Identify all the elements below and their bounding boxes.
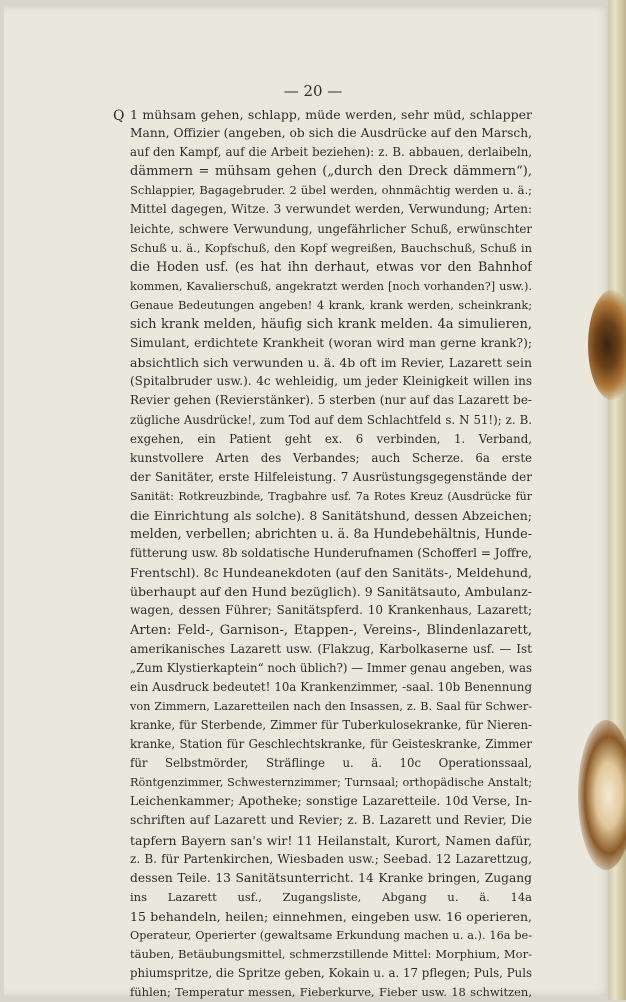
- text-line: schriften auf Lazarett und Revier; z. B. Lazarett und Revier, Die: [130, 813, 532, 828]
- text-line: kranke, Station für Geschlechtskranke, für Geisteskranke, Zimmer: [130, 737, 532, 752]
- margin-letter: Q: [113, 108, 125, 124]
- text-line: Mittel dagegen, Witze. 3 verwundet werden, Verwundung; Arten:: [130, 202, 532, 217]
- text-line: Sanität: Rotkreuzbinde, Tragbahre usf. 7a Rotes Kreuz (Ausdrücke für: [130, 489, 532, 503]
- text-line: tapfern Bayern san's wir! 11 Heilanstalt, Kurort, Namen dafür,: [130, 832, 532, 848]
- text-line: exgehen, ein Patient geht ex. 6 verbinden, 1. Verband,: [130, 431, 532, 446]
- text-line: fütterung usw. 8b soldatische Hunderufnamen (Schofferl = Joffre,: [130, 546, 532, 561]
- text-line: melden, verbellen; abrichten u. ä. 8a Hundebehältnis, Hunde-: [130, 527, 532, 543]
- text-line: für Selbstmörder, Sträflinge u. ä. 10c Operationssaal,: [130, 756, 532, 771]
- text-line: täuben, Betäubungsmittel, schmerzstillende Mittel: Morphium, Mor-: [130, 947, 532, 962]
- text-line: Arten: Feld-, Garnison-, Etappen-, Vereins-, Blindenlazarett,: [130, 622, 532, 638]
- text-line: 15 behandeln, heilen; einnehmen, eingeben usw. 16 operieren,: [130, 908, 532, 924]
- text-line: ein Ausdruck bedeutet! 10a Krankenzimmer, -saal. 10b Benennung: [130, 679, 532, 694]
- text-line: Genaue Bedeutungen angeben! 4 krank, krank werden, scheinkrank;: [130, 298, 532, 312]
- text-line: Frentschl). 8c Hundeanekdoten (auf den Sanitäts-, Meldehund,: [130, 565, 532, 581]
- text-line: dämmern = mühsam gehen („durch den Dreck dämmern“),: [130, 164, 532, 180]
- text-line: dessen Teile. 13 Sanitätsunterricht. 14 Kranke bringen, Zugang: [130, 870, 532, 885]
- text-line: auf den Kampf, auf die Arbeit beziehen): z. B. abbauen, derlaibeln,: [130, 145, 532, 160]
- text-line: phiumspritze, die Spritze geben, Kokain u. a. 17 pflegen; Puls, Puls: [130, 966, 532, 981]
- text-line: Mann, Offizier (angeben, ob sich die Ausdrücke auf den Marsch,: [130, 126, 532, 141]
- body-text: [130, 105, 532, 1002]
- text-line: wagen, dessen Führer; Sanitätspferd. 10 Krankenhaus, Lazarett;: [130, 603, 532, 618]
- text-line: fühlen; Temperatur messen, Fieberkurve, Fieber usw. 18 schwitzen,: [130, 985, 532, 1000]
- text-line: die Hoden usf. (es hat ihn derhaut, etwas vor den Bahnhof: [130, 259, 532, 275]
- text-line: ins Lazarett usf., Zugangsliste, Abgang u. ä. 14a: [130, 889, 532, 904]
- text-line: kunstvollere Arten des Verbandes; auch Scherze. 6a erste: [130, 450, 532, 465]
- text-line: die Einrichtung als solche). 8 Sanitätshund, dessen Abzeichen;: [130, 507, 532, 523]
- text-line: kommen, Kavalierschuß, angekratzt werden [noch vorhanden?] usw.).: [130, 279, 532, 293]
- page-number: — 20 —: [283, 82, 343, 100]
- text-line: kranke, für Sterbende, Zimmer für Tuberkulosekranke, für Nieren-: [130, 718, 532, 732]
- text-line: absichtlich sich verwunden u. ä. 4b oft im Revier, Lazarett sein: [130, 355, 532, 371]
- text-line: amerikanisches Lazarett usw. (Flakzug, Karbolkaserne usf. — Ist: [130, 641, 532, 656]
- text-line: „Zum Klystierkaptein“ noch üblich?) — Immer genau angeben, was: [130, 660, 532, 675]
- text-line: Leichenkammer; Apotheke; sonstige Lazaretteile. 10d Verse, In-: [130, 794, 532, 809]
- text-line: Schuß u. ä., Kopfschuß, den Kopf wegreißen, Bauchschuß, Schuß in: [130, 240, 532, 255]
- text-line: z. B. für Partenkirchen, Wiesbaden usw.; Seebad. 12 Lazarettzug,: [130, 851, 532, 866]
- text-line: überhaupt auf den Hund bezüglich). 9 Sanitätsauto, Ambulanz-: [130, 584, 532, 600]
- text-line: von Zimmern, Lazaretteilen nach den Insassen, z. B. Saal für Schwer-: [130, 699, 532, 713]
- text-line: 1 mühsam gehen, schlapp, müde werden, sehr müd, schlapper: [130, 107, 532, 122]
- text-line: Schlappier, Bagagebruder. 2 übel werden, ohnmächtig werden u. ä.;: [130, 183, 532, 198]
- burn-mark-lower: [578, 720, 626, 870]
- text-line: Simulant, erdichtete Krankheit (woran wird man gerne krank?);: [130, 336, 532, 351]
- text-line: Operateur, Operierter (gewaltsame Erkundung machen u. a.). 16a be-: [130, 929, 532, 943]
- text-line: zügliche Ausdrücke!, zum Tod auf dem Schlachtfeld s. N 51!); z. B.: [130, 412, 532, 427]
- text-line: Revier gehen (Revierstänker). 5 sterben (nur auf das Lazarett be-: [130, 393, 532, 408]
- text-line: sich krank melden, häufig sich krank melden. 4a simulieren,: [130, 317, 532, 333]
- text-line: (Spitalbruder usw.). 4c wehleidig, um jeder Kleinigkeit willen ins: [130, 374, 532, 389]
- text-line: Röntgenzimmer, Schwesternzimmer; Turnsaal; orthopädische Anstalt;: [130, 776, 532, 790]
- text-line: leichte, schwere Verwundung, ungefährlicher Schuß, erwünschter: [130, 221, 532, 236]
- text-line: der Sanitäter, erste Hilfeleistung. 7 Ausrüstungsgegenstände der: [130, 469, 532, 484]
